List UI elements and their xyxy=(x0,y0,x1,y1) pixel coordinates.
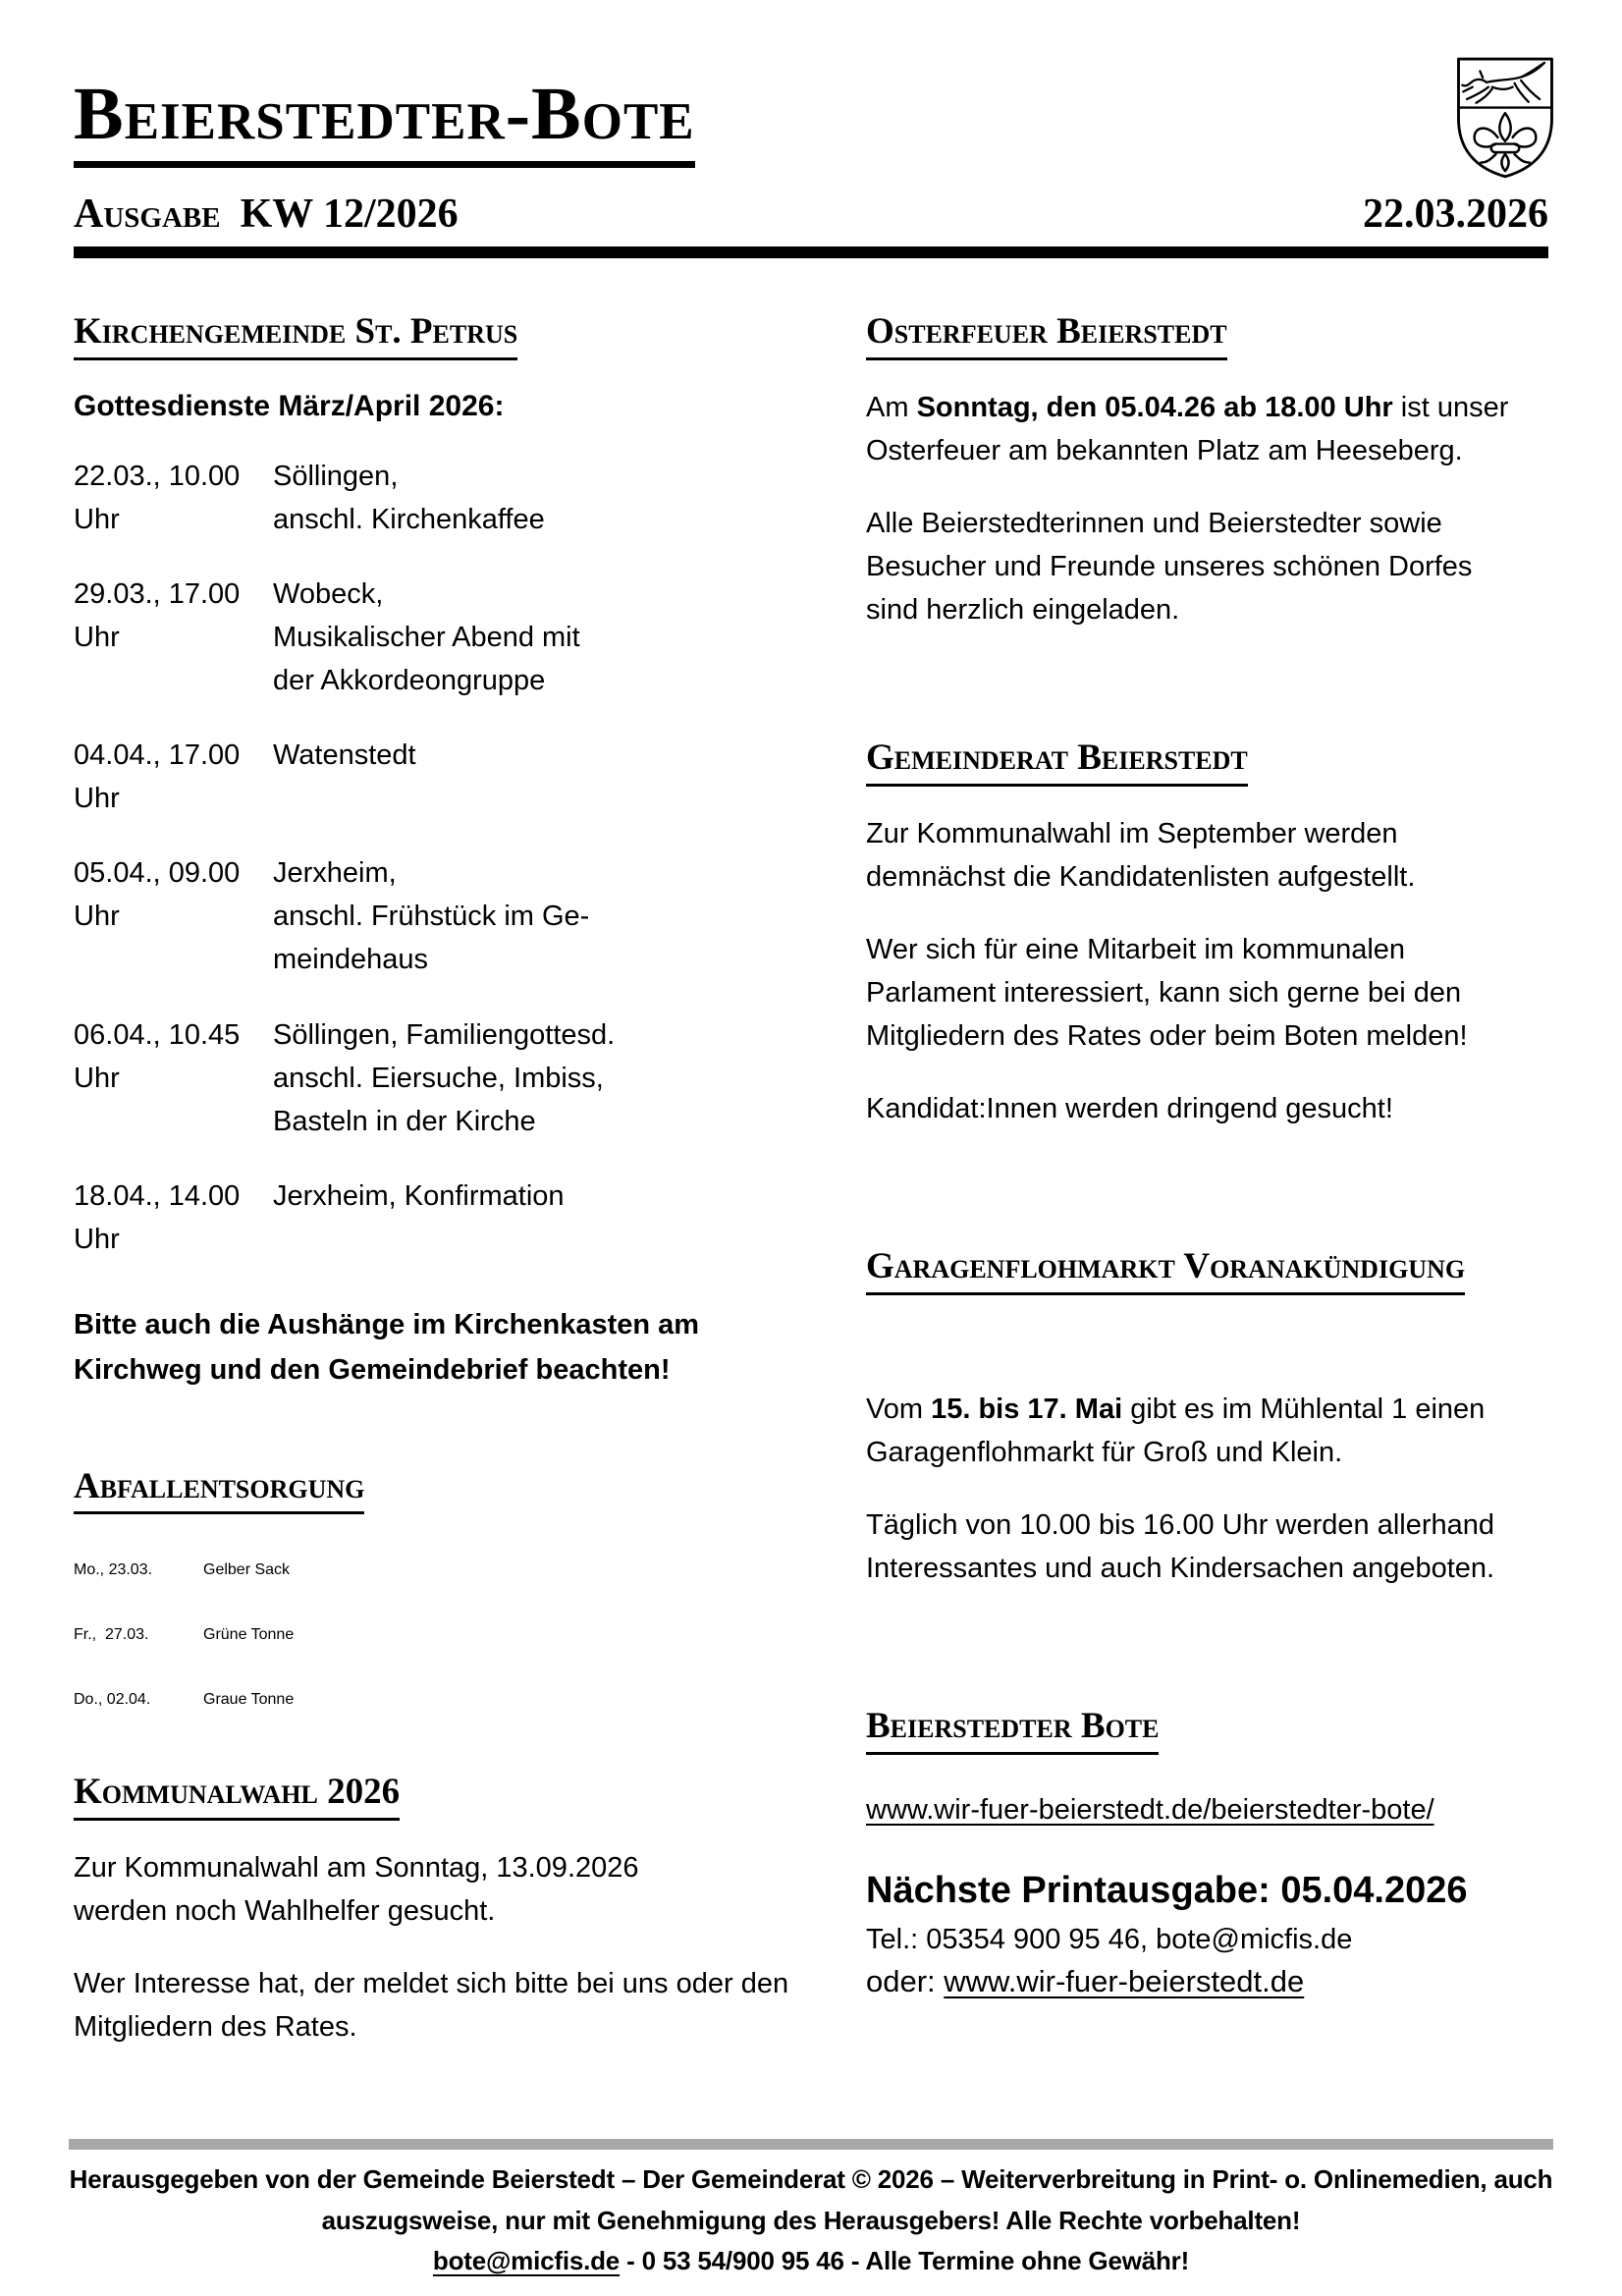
waste-item: Graue Tonne xyxy=(203,1691,295,1709)
issue-info xyxy=(74,191,459,237)
footer-line-2: auszugsweise, nur mit Genehmigung des Herausgebers! Alle Rechte vorbehalten! xyxy=(321,2205,1301,2235)
gemeinderat-paragraph-3: Kandidat:Innen werden dringend gesucht! xyxy=(866,1093,1393,1125)
election-paragraph-2: Wer Interesse hat, der meldet sich bitte bei uns oder den Mitgliedern des Rates. xyxy=(74,1967,789,2044)
service-place: Jerxheim, anschl. Frühstück im Ge- meindehaus xyxy=(273,857,590,976)
flohmarkt-paragraph-1: Vom 15. bis 17. Mai gibt es im Mühlental 1 einen Garagenflohmarkt für Groß und Klein. xyxy=(866,1393,1486,1468)
flohmarkt-section xyxy=(866,1246,1548,1590)
footer xyxy=(69,2139,1553,2282)
next-print-date: Nächste Printausgabe: 05.04.2026 xyxy=(866,1869,1468,1911)
service-place: Jerxheim, Konfirmation xyxy=(273,1179,565,1212)
church-note: Bitte auch die Aushänge im Kirchenkasten am Kirchweg und den Gemeindebrief beachten! xyxy=(74,1308,700,1387)
heading-osterfeuer: Osterfeuer Beierstedt xyxy=(866,311,1548,360)
footer-email-link[interactable]: bote@micfis.de xyxy=(432,2246,621,2276)
service-place: Wobeck, Musikalischer Abend mit der Akkordeongruppe xyxy=(273,577,580,697)
footer-divider-bar xyxy=(69,2139,1553,2150)
waste-row xyxy=(74,1626,805,1644)
service-row xyxy=(74,851,805,981)
service-row xyxy=(74,1013,805,1143)
service-datetime: 05.04., 09.00 Uhr xyxy=(74,857,241,933)
left-column xyxy=(74,311,805,2049)
issue-number: KW 12/2026 xyxy=(240,191,459,237)
flohmarkt-paragraph-2: Täglich von 10.00 bis 16.00 Uhr werden allerhand Interessantes und auch Kindersachen angeboten. xyxy=(866,1508,1495,1584)
issue-date: 22.03.2026 xyxy=(1363,191,1548,237)
bote-section xyxy=(866,1706,1548,1999)
beierstedt-coat-of-arms-icon xyxy=(1449,51,1561,183)
service-row xyxy=(74,573,805,702)
waste-day: Mo., 23.03. xyxy=(74,1561,153,1579)
phone-email-line: Tel.: 05354 900 95 46, bote@micfis.de xyxy=(866,1923,1353,1955)
crest-hound xyxy=(1462,63,1544,103)
osterfeuer-paragraph-2: Alle Beierstedterinnen und Beierstedter sowie Besucher und Freunde unseres schönen Dorfes sind herzlich eingeladen. xyxy=(866,507,1473,627)
alt-website-line: oder: www.wir-fuer-beierstedt.de xyxy=(866,1963,1305,1998)
waste-section xyxy=(74,1466,805,1710)
waste-day: Fr., 27.03. xyxy=(74,1626,149,1644)
service-place: Watenstedt xyxy=(273,739,416,772)
right-column xyxy=(866,311,1548,2049)
heading-gemeinderat: Gemeinderat Beierstedt xyxy=(866,738,1548,787)
church-subheading: Gottesdienste März/April 2026: xyxy=(74,389,505,422)
service-row xyxy=(74,455,805,541)
issue-label: Ausgabe xyxy=(74,191,221,237)
heading-garagenflohmarkt: Garagenflohmarkt Voranakündigung xyxy=(866,1246,1548,1295)
osterfeuer-paragraph-1: Am Sonntag, den 05.04.26 ab 18.00 Uhr ist unser Osterfeuer am bekannten Platz am Heeseberg. xyxy=(866,391,1509,466)
service-place: Söllingen, Familiengottesd. anschl. Eiersuche, Imbiss, Basteln in der Kirche xyxy=(273,1018,616,1137)
gemeinderat-paragraph-2: Wer sich für eine Mitarbeit im kommunalen Parlament interessiert, kann sich gerne bei den Mitgliedern des Rates oder beim Boten melden! xyxy=(866,933,1468,1052)
service-place: Söllingen, anschl. Kirchenkaffee xyxy=(273,460,545,535)
service-datetime: 22.03., 10.00 Uhr xyxy=(74,460,241,535)
waste-day: Do., 02.04. xyxy=(74,1691,151,1709)
service-datetime: 29.03., 17.00 Uhr xyxy=(74,577,241,653)
header-rule xyxy=(74,246,1548,258)
bote-website-link[interactable]: www.wir-fuer-beierstedt.de/beierstedter-bote/ xyxy=(866,1793,1434,1826)
crest-fleur-de-lis xyxy=(1475,113,1537,171)
heading-beierstedter-bote: Beierstedter Bote xyxy=(866,1706,1548,1755)
waste-item: Grüne Tonne xyxy=(203,1626,295,1644)
heading-kommunalwahl: Kommunalwahl 2026 xyxy=(74,1772,805,1821)
gemeinderat-paragraph-1: Zur Kommunalwahl im September werden demnächst die Kandidatenlisten aufgestellt. xyxy=(866,817,1416,893)
service-datetime: 18.04., 14.00 Uhr xyxy=(74,1179,241,1255)
newsletter-title: Beierstedter-Bote xyxy=(74,77,695,168)
service-datetime: 04.04., 17.00 Uhr xyxy=(74,739,241,815)
issue-row xyxy=(74,191,1548,237)
election-paragraph-1: Zur Kommunalwahl am Sonntag, 13.09.2026 werden noch Wahlhelfer gesucht. xyxy=(74,1851,639,1927)
footer-line-3: bote@micfis.de - 0 53 54/900 95 46 - Alle Termine ohne Gewähr! xyxy=(432,2246,1190,2276)
footer-line-1: Herausgegeben von der Gemeinde Beierstedt – Der Gemeinderat © 2026 – Weiterverbreitung in Print- o. Onlinemedien, auch xyxy=(69,2164,1553,2195)
election-section xyxy=(74,1772,805,2049)
waste-row xyxy=(74,1561,805,1579)
service-datetime: 06.04., 10.45 Uhr xyxy=(74,1018,241,1094)
service-row xyxy=(74,1175,805,1261)
heading-kirchengemeinde: Kirchengemeinde St. Petrus xyxy=(74,311,805,360)
service-row xyxy=(74,734,805,820)
alt-website-link[interactable]: www.wir-fuer-beierstedt.de xyxy=(944,1963,1305,1998)
waste-item: Gelber Sack xyxy=(203,1561,291,1579)
gemeinderat-section xyxy=(866,738,1548,1130)
heading-abfallentsorgung: Abfallentsorgung xyxy=(74,1466,805,1515)
waste-row xyxy=(74,1691,805,1709)
